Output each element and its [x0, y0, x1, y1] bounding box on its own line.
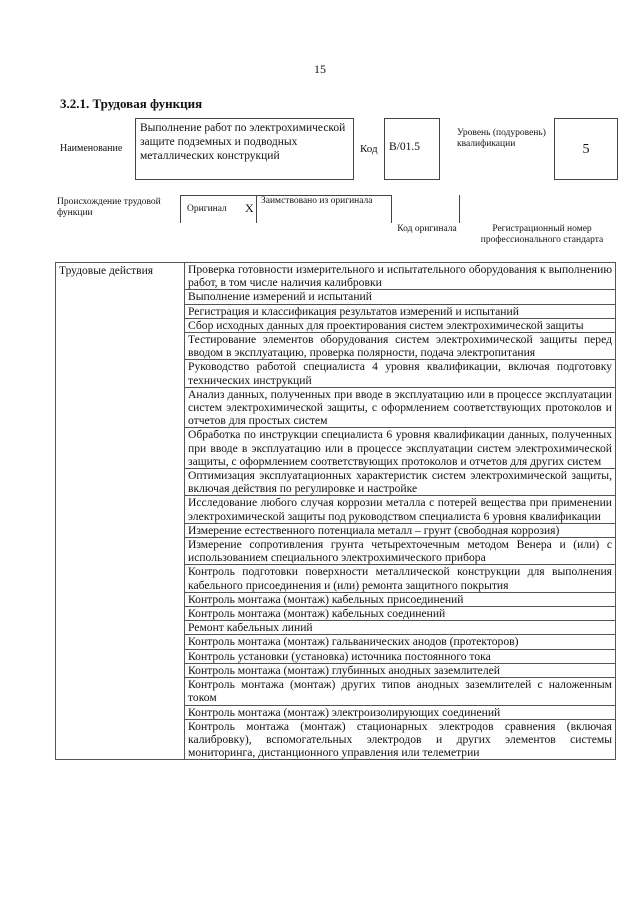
labor-actions-label: Трудовые действия [56, 263, 185, 760]
code-value: B/01.5 [389, 141, 420, 153]
code-original-cell [391, 195, 459, 223]
labor-action-item: Сбор исходных данных для проектирования систем электрохимической защиты [185, 318, 616, 332]
labor-actions-table [55, 262, 616, 760]
original-mark: X [245, 201, 254, 215]
name-label: Наименование [60, 143, 123, 154]
table-row [56, 263, 616, 290]
labor-action-item: Обработка по инструкции специалиста 6 уровня квалификации данных, полученных при вводе в эксплуатацию или в процессе эксплуатации систем электрохимической защиты, с оформлением соответствующих протоколов и отчетов для других систем [185, 428, 616, 469]
borrowed-cell [256, 195, 391, 223]
labor-action-item: Измерение сопротивления грунта четырехточечным методом Венера и (или) с использованием специального электрохимического прибора [185, 538, 616, 565]
labor-action-item: Контроль монтажа (монтаж) других типов анодных заземлителей с наложенным током [185, 678, 616, 705]
labor-action-item: Контроль монтажа (монтаж) глубинных анодных заземлителей [185, 663, 616, 677]
original-label: Оригинал [187, 204, 227, 214]
labor-action-item: Тестирование элементов оборудования систем электрохимической защиты перед вводом в эксплуатацию, проверка полярности, подача электропитания [185, 333, 616, 360]
labor-action-item: Выполнение измерений и испытаний [185, 290, 616, 304]
original-mark-cell [242, 195, 256, 223]
level-label: Уровень (подуровень) квалификации [457, 128, 546, 149]
labor-action-item: Контроль монтажа (монтаж) электроизолирующих соединений [185, 705, 616, 719]
labor-action-item: Оптимизация эксплуатационных характеристик систем электрохимической защиты, включая действия по регулировке и настройке [185, 469, 616, 496]
origin-label: Происхождение трудовой функции [57, 197, 161, 218]
function-name-box [135, 118, 354, 180]
labor-action-item: Исследование любого случая коррозии металла с потерей вещества при применении электрохимической защиты под руководством специалиста 6 уровня квалификации [185, 496, 616, 523]
borrowed-label: Заимствовано из оригинала [261, 196, 373, 206]
code-box [384, 118, 440, 180]
function-name: Выполнение работ по электрохимической защите подземных и подводных металлических конструкций [140, 122, 346, 162]
labor-action-item: Ремонт кабельных линий [185, 621, 616, 635]
labor-action-item: Измерение естественного потенциала металл – грунт (свободная коррозия) [185, 523, 616, 537]
page-number: 15 [314, 62, 326, 76]
code-original-caption: Код оригинала [397, 224, 457, 234]
labor-action-item: Контроль монтажа (монтаж) гальванических анодов (протекторов) [185, 635, 616, 649]
labor-action-item: Контроль подготовки поверхности металлической конструкции для выполнения кабельного присоединения и (или) ремонта защитного покрытия [185, 565, 616, 592]
labor-action-item: Контроль монтажа (монтаж) стационарных электродов сравнения (включая калибровку), вспомогательных электродов и других элементов системы мониторинга, дистанционного управления или телеметрии [185, 719, 616, 760]
code-label: Код [360, 143, 378, 155]
level-value: 5 [582, 142, 590, 157]
level-box [554, 118, 618, 180]
reg-number-caption: Регистрационный номер профессионального стандарта [480, 224, 604, 245]
origin-row [180, 195, 620, 223]
labor-action-item: Регистрация и классификация результатов измерений и испытаний [185, 304, 616, 318]
labor-action-item: Контроль установки (установка) источника постоянного тока [185, 649, 616, 663]
labor-action-item: Проверка готовности измерительного и испытательного оборудования к выполнению работ, в том числе наличия калибровки [185, 263, 616, 290]
labor-action-item: Контроль монтажа (монтаж) кабельных соединений [185, 607, 616, 621]
section-title: 3.2.1. Трудовая функция [60, 96, 203, 111]
labor-action-item: Руководство работой специалиста 4 уровня квалификации, включая подготовку технических инструкций [185, 360, 616, 387]
original-cell [180, 195, 242, 223]
labor-action-item: Анализ данных, полученных при вводе в эксплуатацию или в процессе эксплуатации систем электрохимической защиты, с оформлением соответствующих протоколов и отчетов для простых систем [185, 387, 616, 428]
reg-number-cell [459, 195, 620, 223]
labor-action-item: Контроль монтажа (монтаж) кабельных присоединений [185, 592, 616, 606]
